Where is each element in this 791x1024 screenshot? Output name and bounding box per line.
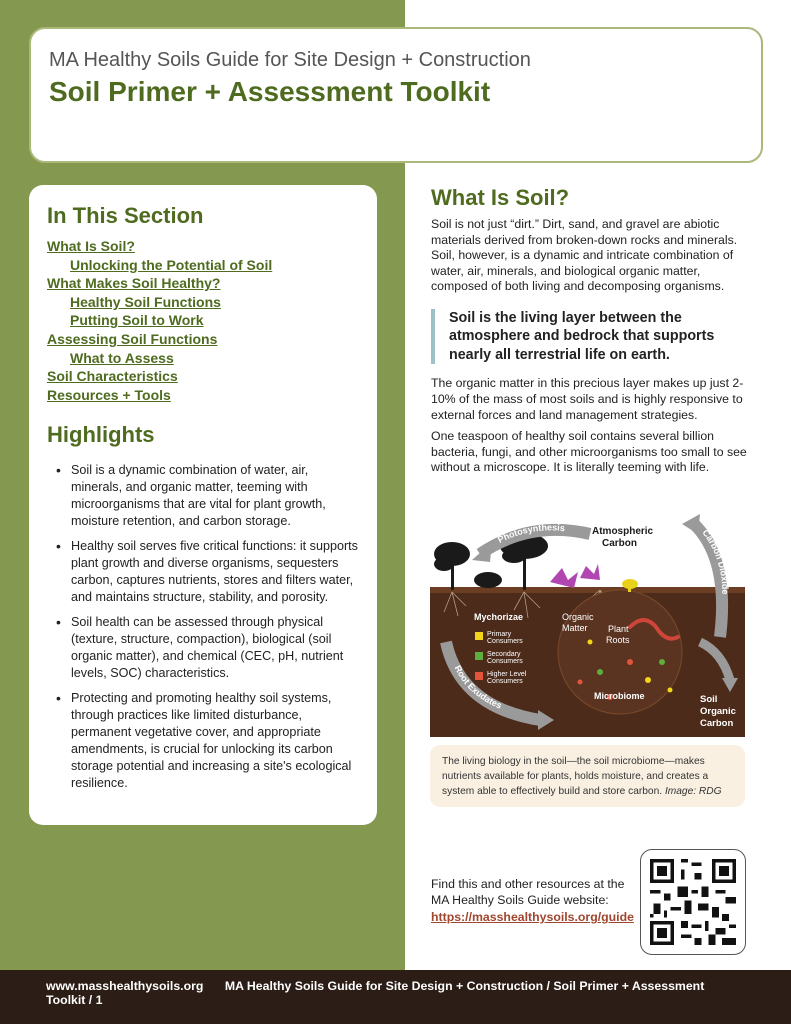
carbon-label: Carbon (602, 538, 637, 549)
topsoil-line (430, 587, 745, 593)
caption-credit: Image: RDG (664, 786, 722, 797)
legend-secondary-label-1: Secondary (487, 651, 521, 658)
legend-higher-label-2: Consumers (487, 678, 523, 685)
organic-matter-label-2: Matter (562, 623, 588, 633)
toc-item-putting-soil-to-work[interactable]: Putting Soil to Work (70, 312, 204, 329)
tree-icon (434, 542, 470, 590)
atmospheric-label: Atmospheric (592, 526, 654, 537)
plant-roots-label-2: Roots (606, 635, 630, 645)
photosynthesis-label: Photosynthesis (496, 522, 566, 545)
highlights-heading: Highlights (47, 422, 155, 448)
legend-primary-label-1: Primary (487, 631, 512, 638)
soil-organic-carbon-label-1: Soil (700, 694, 718, 705)
legend-swatch-primary (475, 632, 483, 640)
highlight-item: • Protecting and promoting healthy soil systems, through practices like limited disturbance, permanent vegetative cover, and appropriate amendments, is crucial for unlocking its carbon storage potential and increasing a site's ecological resilience. (69, 690, 359, 792)
section-card (29, 185, 377, 825)
legend-secondary-label-2: Consumers (487, 658, 523, 665)
legend-swatch-secondary (475, 652, 483, 660)
toc-item-what-makes-soil-healthy[interactable]: What Makes Soil Healthy? (47, 275, 221, 292)
highlight-item: • Soil is a dynamic combination of water, air, minerals, and organic matter, teeming with microorganisms that are vital for plant growth, moisture retention, and carbon storage. (69, 462, 359, 530)
page-title: Soil Primer + Assessment Toolkit (49, 76, 491, 107)
highlight-item: • Healthy soil serves five critical functions: it supports plant growth and diverse organisms, sequesters carbon, captures nutrients, stores and filters water, and maintains structure, stability, and porosity. (69, 538, 359, 606)
resources-link[interactable]: https://masshealthysoils.org/guide (431, 910, 634, 924)
diagram-caption (430, 745, 745, 807)
soil-organic-carbon-label-2: Organic (700, 706, 736, 717)
legend-higher-label-1: Higher Level (487, 671, 527, 678)
header-subtitle: MA Healthy Soils Guide for Site Design + Construction (49, 49, 531, 71)
what-is-soil-heading: What Is Soil? (431, 185, 570, 210)
carbon-dioxide-label: Carbon Dioxide (700, 527, 731, 595)
legend-primary-label-2: Consumers (487, 638, 523, 645)
caption-text: The living biology in the soil—the soil microbiome—makes nutrients available for plants, holds moisture, and creates a system able to effectively build and store carbon. (442, 756, 709, 797)
mychorizae-label: Mychorizae (474, 612, 524, 622)
organic-matter-label-1: Organic (562, 612, 594, 622)
highlights-list (47, 462, 359, 792)
pull-quote: Soil is the living layer between the atmosphere and bedrock that supports nearly all terrestrial life on earth. (431, 309, 751, 365)
footer-doc: MA Healthy Soils Guide for Site Design + Construction / Soil Primer + Assessment Toolkit / 1 (46, 979, 705, 1007)
toc-list (47, 237, 359, 404)
footer-site[interactable]: www.masshealthysoils.org (46, 979, 204, 993)
intro-paragraph: Soil is not just “dirt.” Dirt, sand, and gravel are abiotic materials derived from broken-down rocks and minerals. Soil, however, is a dynamic and intricate combination of water, air, minerals, and biological organic matter, composed of both living and decomposing organisms. (431, 217, 738, 294)
leaf-icon (580, 564, 600, 580)
leaf-icon (550, 568, 578, 588)
qr-code-icon (650, 859, 736, 945)
resources-text: Find this and other resources at the MA Healthy Soils Guide website: (431, 877, 625, 907)
toc-heading: In This Section (47, 203, 204, 228)
teaspoon-paragraph: One teaspoon of healthy soil contains several billion bacteria, fungi, and other microorganisms too small to see without a microscope. It is literally teeming with life. (431, 429, 747, 475)
footer (0, 970, 791, 1024)
header-card (29, 27, 763, 163)
soil-organic-carbon-label-3: Carbon (700, 718, 734, 729)
toc-item-assessing-soil-functions[interactable]: Assessing Soil Functions (47, 330, 218, 347)
plant-roots-label-1: Plant (608, 624, 629, 634)
highlight-item: • Soil health can be assessed through physical (texture, structure, compaction), biological (soil organic matter), and chemical (CEC, pH, nutrient levels, SOC) characteristics. (69, 614, 359, 682)
toc-item-resources-tools[interactable]: Resources + Tools (47, 386, 171, 403)
microbiome-label: Microbiome (594, 691, 645, 701)
organic-matter-paragraph: The organic matter in this precious layer makes up just 2-10% of the mass of most soils and is highly responsive to external forces and land management strategies. (431, 376, 744, 422)
soil-microbiome-diagram (430, 512, 745, 737)
toc-item-unlocking-potential[interactable]: Unlocking the Potential of Soil (70, 256, 273, 273)
toc-item-healthy-soil-functions[interactable]: Healthy Soil Functions (70, 293, 221, 310)
resources-block (431, 877, 636, 926)
toc-item-what-to-assess[interactable]: What to Assess (70, 349, 174, 366)
legend-swatch-higher (475, 672, 483, 680)
what-is-soil-section (431, 185, 751, 476)
toc-item-what-is-soil[interactable]: What Is Soil? (47, 238, 135, 254)
qr-code[interactable] (640, 849, 746, 955)
root-exudates-label: Root Exudates (452, 663, 504, 711)
legend (475, 631, 527, 685)
tree-icon (474, 572, 502, 588)
toc-item-soil-characteristics[interactable]: Soil Characteristics (47, 368, 178, 385)
